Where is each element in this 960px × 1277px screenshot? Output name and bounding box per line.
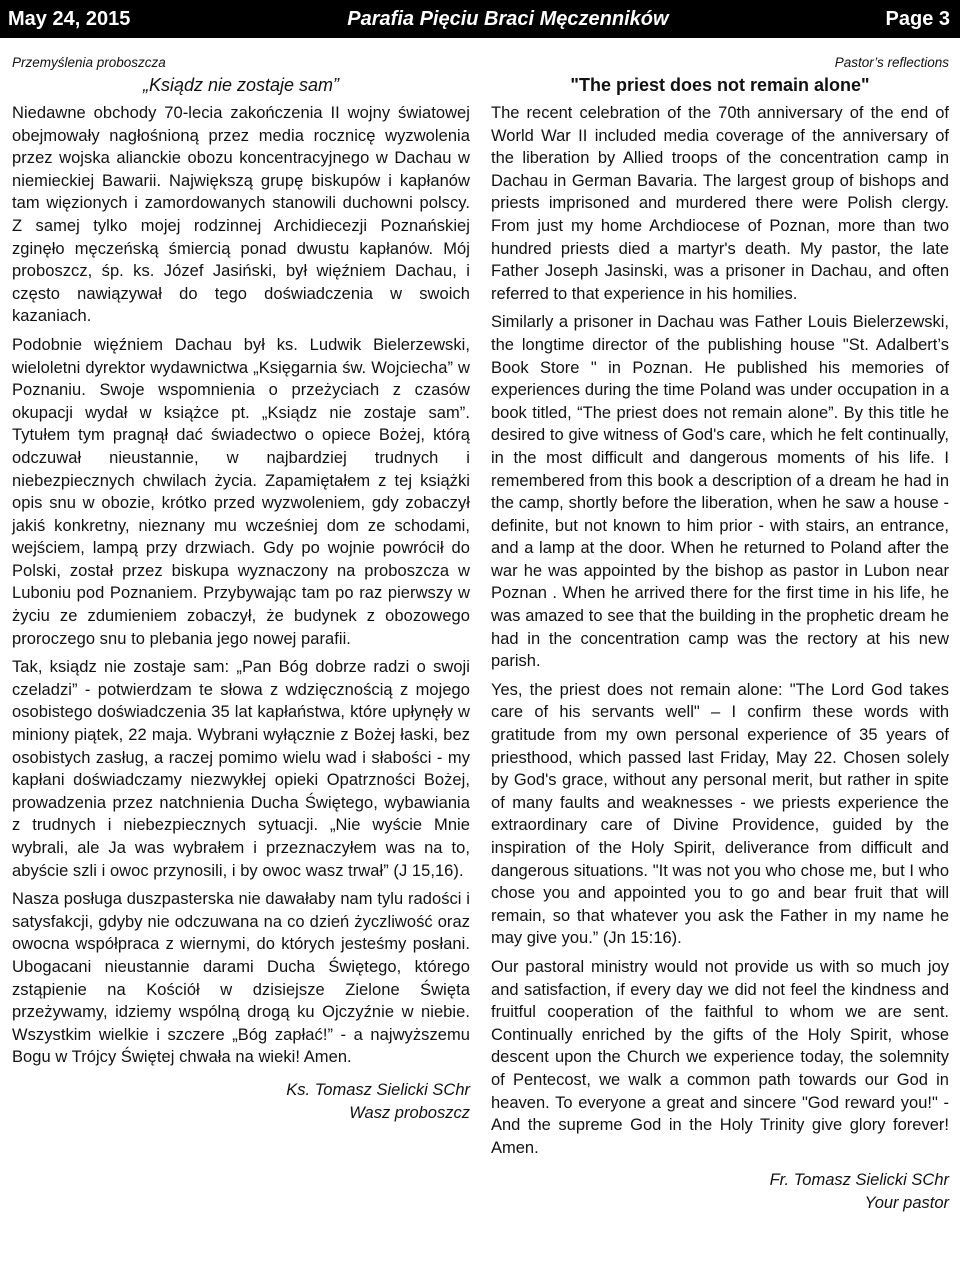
paragraph: The recent celebration of the 70th anniversary of the end of World War II included media coverage of the anniversary of the liberation by Allied troops of the concentration camp in Dachau in German Bavaria. The largest group of bishops and priests imprisoned and murdered there were Polish clergy. From just my home Archdiocese of Poznan, more than two hundred priests died a martyr's death. My pastor, the late Father Joseph Jasinski, was a prisoner in Dachau, and often referred to that experience in his homilies. (491, 104, 949, 303)
article-title: „Ksiądz nie zostaje sam” (142, 75, 340, 95)
section-label: Pastor’s reflections (834, 55, 949, 70)
header-date: May 24, 2015 (8, 7, 131, 30)
signature (12, 1079, 470, 1125)
paragraph: Niedawne obchody 70-lecia zakończenia II wojny światowej obejmowały nagłośnioną przez media rocznicę wyzwolenia przez wojska alianckie obozu koncentracyjnego w Dachau w niemieckiej Bawarii. Największą grupę biskupów i kapłanów tam więzionych i zamordowanych stanowili duchowni polscy. Z samej tylko mojej rodzinnej Archidiecezji Poznańskiej zginęło męczeńską śmiercią ponad dwustu kapłanów. Mój proboszcz, śp. ks. Józef Jasiński, był więźniem Dachau, i często nawiązywał do tego doświadczenia w swoich kazaniach. (12, 104, 470, 326)
signature-name: Fr. Tomasz Sielicki SChr (769, 1171, 949, 1190)
signature-name: Ks. Tomasz Sielicki SChr (286, 1080, 470, 1099)
english-column (491, 50, 949, 1215)
section-label: Przemyślenia proboszcza (12, 55, 166, 70)
header-page-number: Page 3 (885, 7, 950, 30)
article-title: "The priest does not remain alone" (570, 75, 870, 95)
paragraph: Our pastoral ministry would not provide us with so much joy and satisfaction, if every day we did not feel the kindness and fruitful cooperation of the faithful to whom we are sent. Continually enriched by the gifts of the Holy Spirit, whose descent upon the Church we experience today, the solemnity of Pentecost, we walk a common path towards our God in heaven. To everyone a great and sincere "God reward you!" - And the supreme God in the Holy Trinity give glory forever! Amen. (491, 957, 949, 1157)
page-header (0, 0, 960, 38)
paragraph: Podobnie więźniem Dachau był ks. Ludwik Bielerzewski, wieloletni dyrektor wydawnictwa „Księgarnia św. Wojciecha” w Poznaniu. Swoje wspomnienia o przeżyciach z czasów okupacji wydał w książce pt. „Ksiądz nie zostaje sam”. Tytułem tym pragnął dać świadectwo o opiece Bożej, którą odczuwał nieustannie, w najbardziej trudnych i niebezpiecznych chwilach życia. Zapamiętałem z tej książki opis snu w obozie, krótko przed wyzwoleniem, gdy zobaczył jakiś konkretny, nieznany mu wcześniej dom ze schodami, wejściem, lampą przy drzwiach. Gdy po wojnie powrócił do Polski, został przez biskupa wyznaczony na proboszcza w Luboniu pod Poznaniem. Przybywając tam po raz pierwszy w życiu ze zdumieniem zobaczył, że budynek z obozowego proroczego snu to plebania jego nowej parafii. (12, 335, 470, 648)
paragraph: Yes, the priest does not remain alone: "The Lord God takes care of his servants well" – I confirm these words with gratitude from my own personal experience of 35 years of priesthood, which passed last Friday, May 22. Chosen solely by God's grace, without any personal merit, but rather in spite of many faults and weaknesses - we priests experience the extraordinary care of Divine Providence, guided by the inspiration of the Holy Spirit, deliverance from difficult and dangerous situations. "It was not you who chose me, but I who chose you and appointed you to go and bear fruit that will remain, so that whatever you ask the Father in my name he may give you.” (Jn 15:16). (491, 680, 949, 948)
signature-role: Wasz proboszcz (349, 1103, 470, 1122)
paragraph: Nasza posługa duszpasterska nie dawałaby nam tylu radości i satysfakcji, gdyby nie odczuwana na co dzień życzliwość oraz owocna współpraca z wiernymi, do których jesteśmy posłani. Ubogacani nieustannie darami Ducha Świętego, którego zstąpienie na Kościół w dzisiejsze Zielone Święta przeżywamy, idziemy wspólną drogą ku Ojczyźnie w niebie. Wszystkim wielkie i szczere „Bóg zapłać!” - a najwyższemu Bogu w Trójcy Świętej chwała na wieki! Amen. (12, 890, 470, 1067)
signature (491, 1169, 949, 1215)
signature-role: Your pastor (864, 1194, 949, 1213)
header-title: Parafia Pięciu Braci Męczenników (347, 7, 669, 30)
paragraph: Tak, ksiądz nie zostaje sam: „Pan Bóg dobrze radzi o swoji czeladzi” - potwierdzam te słowa z wdzięcznością z mojego osobistego doświadczenia 35 lat kapłaństwa, które upłynęły w miniony piątek, 22 maja. Wybrani wyłącznie z Bożej łaski, bez osobistych zasług, a raczej pomimo wielu wad i słabości - my kapłani doświadczamy niezwykłej opieki Opatrzności Bożej, prowadzenia przez natchnienia Ducha Świętego, wybawiania z trudnych i niebezpiecznych sytuacji. „Nie wyście Mnie wybrali, ale Ja was wybrałem i przeznaczyłem was na to, abyście szli i owoc przynosili, i by owoc wasz trwał” (J 15,16). (12, 658, 470, 880)
paragraph: Similarly a prisoner in Dachau was Father Louis Bielerzewski, the longtime director of the publishing house "St. Adalbert’s Book Store " in Poznan. He published his memories of experiences during the time Poland was under occupation in a book titled, “The priest does not remain alone”. By this title he desired to give witness of God's care, which he felt continually, in the most difficult and dangerous moments of his life. I remembered from this book a description of a dream he had in the camp, shortly before the liberation, when he saw a house - definite, but not known to him prior - with stairs, an entrance, and a lamp at the door. When he returned to Poland after the war he was appointed by the bishop as pastor in Lubon near Poznan . When he arrived there for the first time in his life, he was amazed to see that the building in the prophetic dream he had in the concentration camp was the rectory at his new parish. (491, 313, 949, 671)
polish-column (12, 50, 470, 1125)
